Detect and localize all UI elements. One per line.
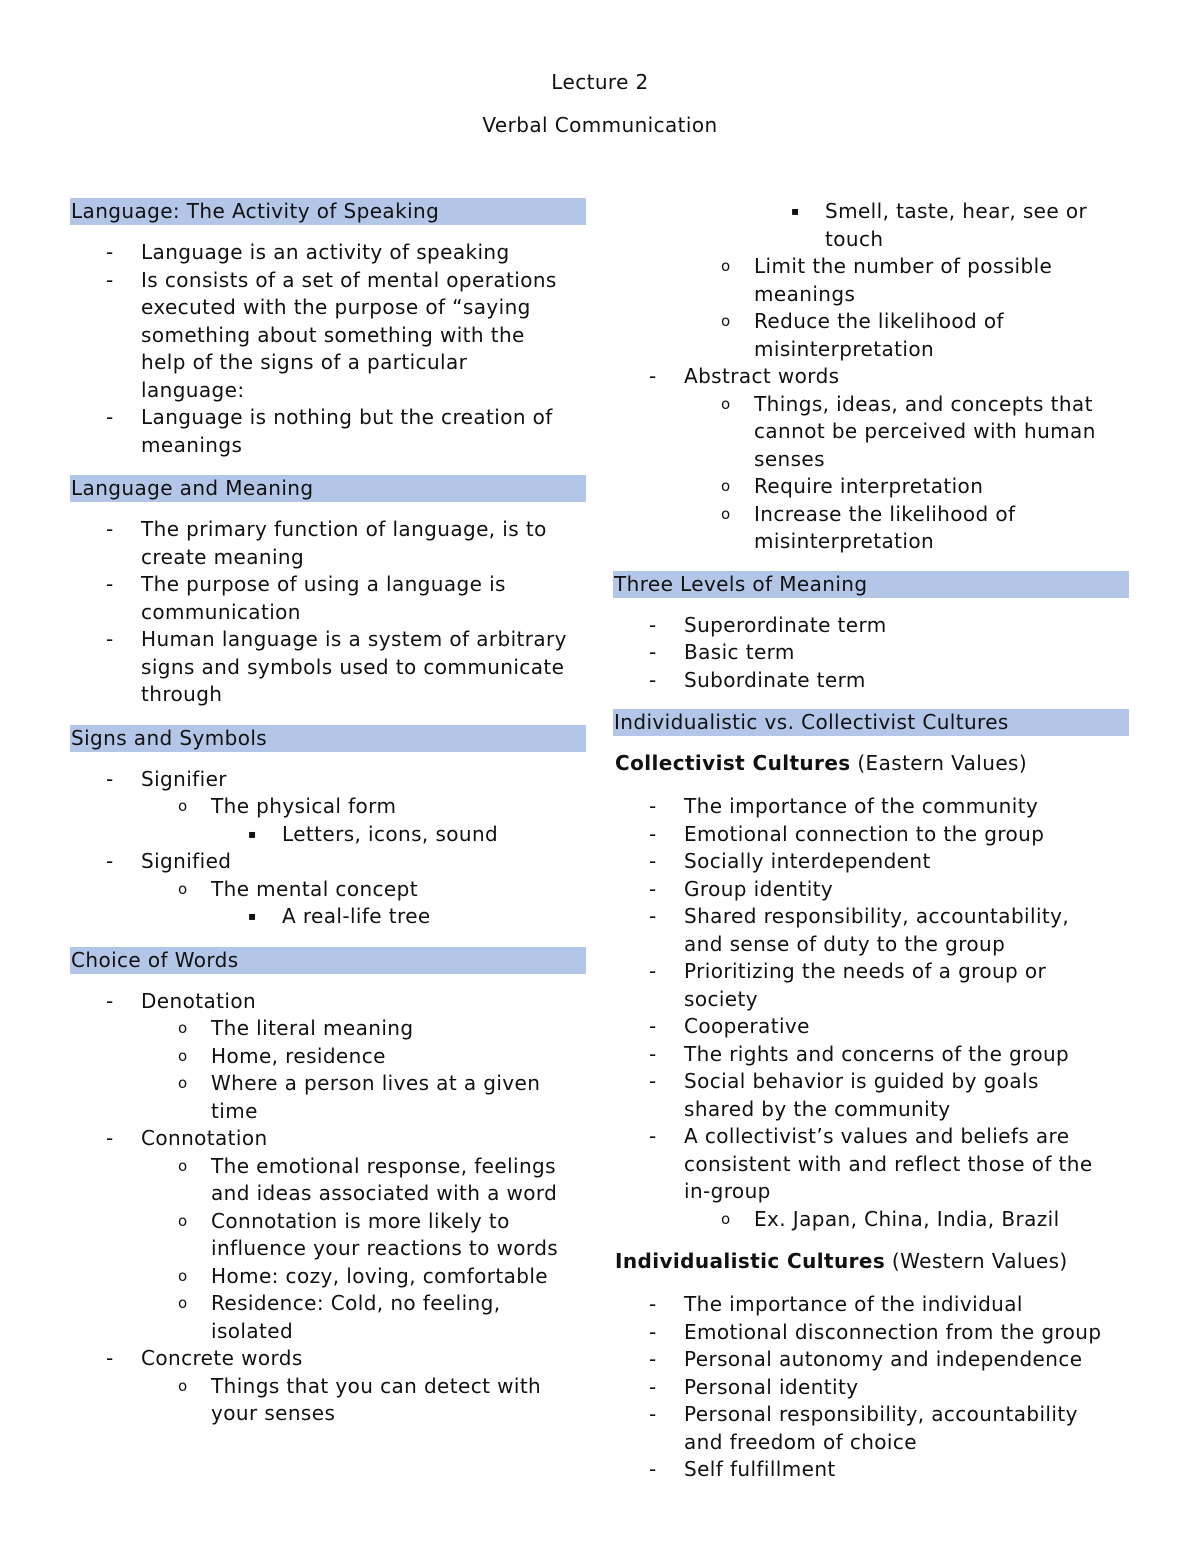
list-item bbox=[70, 1015, 586, 1043]
list-item bbox=[613, 612, 1129, 640]
item-text: The physical form bbox=[211, 794, 397, 818]
dash-marker: - bbox=[649, 876, 657, 901]
list-item bbox=[613, 253, 1129, 308]
item-text: Signifier bbox=[141, 766, 227, 791]
item-text: Subordinate term bbox=[684, 667, 866, 692]
dash-marker: - bbox=[106, 517, 114, 541]
list-item bbox=[70, 239, 586, 267]
list-item bbox=[613, 1401, 1129, 1456]
list-item bbox=[70, 1208, 586, 1263]
list-item bbox=[613, 958, 1129, 1013]
item-text-line: Prioritizing the needs of a group or bbox=[684, 959, 1047, 983]
item-text-line: cannot be perceived with human bbox=[754, 419, 1096, 443]
item-text-line: Require interpretation bbox=[754, 474, 984, 498]
levels-list bbox=[613, 612, 1129, 695]
circle-bullet-icon: o bbox=[178, 1156, 188, 1175]
subheading-rest: (Western Values) bbox=[885, 1249, 1068, 1273]
list-item bbox=[613, 848, 1129, 876]
item-text-line: meanings bbox=[754, 281, 856, 306]
item-text-line: Shared responsibility, accountability, bbox=[684, 904, 1070, 928]
list-item bbox=[613, 639, 1129, 667]
dash-marker: - bbox=[106, 405, 114, 429]
individualistic-list bbox=[613, 1291, 1129, 1484]
item-text-line: A collectivist’s values and beliefs are bbox=[684, 1124, 1070, 1148]
dash-marker: - bbox=[649, 364, 657, 388]
list-item bbox=[613, 667, 1129, 695]
list-item bbox=[613, 198, 1129, 253]
item-text-line: Language is an activity of speaking bbox=[141, 240, 510, 264]
item-text-line: Residence: Cold, no feeling, bbox=[211, 1291, 501, 1315]
item-text-line: Socially interdependent bbox=[684, 849, 931, 873]
section-heading-cultures: Individualistic vs. Collectivist Cultures bbox=[613, 709, 1129, 736]
dash-marker: - bbox=[649, 1319, 657, 1344]
circle-bullet-icon: o bbox=[178, 797, 188, 815]
circle-bullet-icon: o bbox=[721, 394, 731, 413]
collectivist-subheading bbox=[615, 750, 1129, 777]
circle-bullet-icon: o bbox=[721, 1209, 731, 1228]
item-text-line: The literal meaning bbox=[211, 1016, 414, 1040]
meaning-bullet-list bbox=[70, 516, 586, 709]
list-item bbox=[613, 1374, 1129, 1402]
dash-marker: - bbox=[106, 627, 114, 651]
square-bullet-icon: ▪ bbox=[248, 826, 257, 841]
dash-marker: - bbox=[649, 794, 657, 818]
item-text-line: The emotional response, feelings bbox=[211, 1153, 556, 1178]
item-text-line: in-group bbox=[684, 1179, 771, 1203]
list-item bbox=[613, 876, 1129, 904]
item-text-line: create meaning bbox=[141, 544, 305, 569]
list-item bbox=[613, 308, 1129, 363]
circle-bullet-icon: o bbox=[178, 1266, 188, 1285]
item-text-line: Connotation is more likely to bbox=[211, 1208, 510, 1233]
list-item bbox=[613, 903, 1129, 958]
list-item bbox=[70, 267, 586, 405]
dash-marker: - bbox=[106, 1126, 114, 1150]
dash-marker: - bbox=[649, 849, 657, 873]
list-item bbox=[613, 1319, 1129, 1347]
item-text-line: Is consists of a set of mental operations bbox=[141, 267, 557, 292]
dash-marker: - bbox=[106, 766, 114, 791]
item-text: Abstract words bbox=[684, 364, 840, 388]
dash-marker: - bbox=[649, 1347, 657, 1371]
item-text-line: The purpose of using a language is bbox=[141, 572, 506, 596]
dash-marker: - bbox=[649, 1014, 657, 1038]
subheading-bold: Collectivist Cultures bbox=[615, 751, 851, 775]
list-item bbox=[70, 1345, 586, 1373]
item-text-line: through bbox=[141, 682, 223, 706]
dash-marker: - bbox=[649, 1041, 657, 1066]
item-text-line: Smell, taste, hear, see or bbox=[825, 199, 1088, 223]
list-item bbox=[70, 1263, 586, 1291]
item-text: Letters, icons, sound bbox=[282, 821, 499, 846]
list-item bbox=[613, 473, 1129, 501]
circle-bullet-icon: o bbox=[721, 504, 731, 523]
list-item bbox=[70, 1290, 586, 1345]
list-item bbox=[70, 766, 586, 794]
item-text: Superordinate term bbox=[684, 612, 887, 637]
item-text-line: Personal responsibility, accountability bbox=[684, 1402, 1078, 1426]
list-item bbox=[613, 1291, 1129, 1319]
list-item bbox=[613, 821, 1129, 849]
list-item bbox=[70, 1070, 586, 1125]
item-text-line: Group identity bbox=[684, 876, 834, 901]
circle-bullet-icon: o bbox=[178, 1074, 188, 1092]
item-text-line: and freedom of choice bbox=[684, 1429, 917, 1454]
item-text-line: shared by the community bbox=[684, 1096, 951, 1121]
circle-bullet-icon: o bbox=[721, 312, 731, 330]
dash-marker: - bbox=[106, 240, 114, 264]
item-text: Concrete words bbox=[141, 1346, 303, 1370]
list-item bbox=[613, 391, 1129, 474]
dash-marker: - bbox=[649, 640, 657, 664]
dash-marker: - bbox=[649, 1374, 657, 1399]
item-text-line: Things, ideas, and concepts that bbox=[754, 391, 1093, 416]
item-text-line: The importance of the community bbox=[684, 794, 1039, 818]
lecture-title: Lecture 2 bbox=[551, 70, 649, 94]
right-column bbox=[613, 198, 1129, 1484]
list-item bbox=[70, 988, 586, 1016]
circle-bullet-icon: o bbox=[721, 477, 731, 495]
list-item bbox=[70, 1153, 586, 1208]
dash-marker: - bbox=[649, 1069, 657, 1093]
item-text-line: language: bbox=[141, 377, 245, 402]
list-item bbox=[613, 1068, 1129, 1123]
left-column bbox=[70, 198, 586, 1428]
list-item bbox=[613, 1206, 1129, 1234]
section-heading-levels: Three Levels of Meaning bbox=[613, 571, 1129, 598]
list-item bbox=[613, 1456, 1129, 1484]
item-text-line: isolated bbox=[211, 1318, 294, 1343]
item-text-line: consistent with and reflect those of the bbox=[684, 1151, 1093, 1176]
lecture-subtitle: Verbal Communication bbox=[482, 113, 718, 137]
item-text-line: Personal identity bbox=[684, 1374, 859, 1399]
item-text-line: Emotional disconnection from the group bbox=[684, 1319, 1102, 1344]
item-text-line: The primary function of language, is to bbox=[141, 517, 547, 541]
dash-marker: - bbox=[106, 988, 114, 1013]
item-text-line: Self fulfillment bbox=[684, 1457, 836, 1481]
item-text-line: communication bbox=[141, 599, 301, 624]
item-text-line: influence your reactions to words bbox=[211, 1236, 559, 1260]
list-item bbox=[613, 363, 1129, 391]
item-text: Denotation bbox=[141, 988, 257, 1013]
section-heading-language: Language: The Activity of Speaking bbox=[70, 198, 586, 225]
list-item bbox=[613, 1346, 1129, 1374]
dash-marker: - bbox=[649, 612, 657, 637]
denotation-list bbox=[70, 1015, 586, 1125]
circle-bullet-icon: o bbox=[178, 1211, 188, 1230]
list-item bbox=[70, 1043, 586, 1071]
list-item bbox=[70, 821, 586, 849]
abstract-items-list bbox=[613, 391, 1129, 556]
list-item bbox=[70, 876, 586, 904]
item-text-line: time bbox=[211, 1098, 258, 1123]
section-heading-words: Choice of Words bbox=[70, 947, 586, 974]
list-item bbox=[613, 1041, 1129, 1069]
concrete-items-list bbox=[613, 253, 1129, 363]
item-text-line: Where a person lives at a given bbox=[211, 1071, 541, 1095]
item-text-line: and ideas associated with a word bbox=[211, 1181, 558, 1205]
item-text-line: senses bbox=[754, 446, 825, 471]
item-text-line: society bbox=[684, 986, 758, 1011]
item-text-line: help of the signs of a particular bbox=[141, 350, 468, 374]
item-text-line: Home: cozy, loving, comfortable bbox=[211, 1263, 548, 1288]
item-text: Connotation bbox=[141, 1126, 268, 1150]
dash-marker: - bbox=[649, 667, 657, 692]
concrete-item bbox=[70, 1373, 586, 1428]
subheading-bold: Individualistic Cultures bbox=[615, 1249, 886, 1273]
item-text-line: Home, residence bbox=[211, 1043, 386, 1068]
dash-marker: - bbox=[649, 1292, 657, 1316]
senses-item bbox=[613, 198, 1129, 253]
list-item bbox=[613, 501, 1129, 556]
item-text: Basic term bbox=[684, 640, 795, 664]
item-text-line: Social behavior is guided by goals bbox=[684, 1069, 1039, 1093]
item-text: Signified bbox=[141, 849, 232, 873]
list-item bbox=[70, 404, 586, 459]
list-item bbox=[70, 571, 586, 626]
item-text-line: touch bbox=[825, 226, 884, 251]
dash-marker: - bbox=[649, 1402, 657, 1426]
square-bullet-icon: ▪ bbox=[248, 909, 257, 923]
language-bullet-list bbox=[70, 239, 586, 459]
item-text-line: your senses bbox=[211, 1401, 336, 1425]
list-item bbox=[70, 793, 586, 821]
item-text-line: Cooperative bbox=[684, 1014, 810, 1038]
list-item bbox=[613, 793, 1129, 821]
item-text: Ex. Japan, China, India, Brazil bbox=[754, 1206, 1060, 1231]
circle-bullet-icon: o bbox=[178, 879, 188, 898]
dash-marker: - bbox=[649, 1124, 657, 1148]
item-text-line: misinterpretation bbox=[754, 529, 935, 553]
dash-marker: - bbox=[106, 572, 114, 596]
item-text-line: Emotional connection to the group bbox=[684, 821, 1045, 846]
item-text: The mental concept bbox=[211, 876, 418, 901]
item-text-line: and sense of duty to the group bbox=[684, 931, 1006, 956]
item-text: A real-life tree bbox=[282, 904, 431, 928]
circle-bullet-icon: o bbox=[178, 1294, 188, 1312]
item-text-line: meanings bbox=[141, 432, 243, 457]
item-text-line: misinterpretation bbox=[754, 336, 935, 361]
dash-marker: - bbox=[106, 1346, 114, 1370]
circle-bullet-icon: o bbox=[178, 1019, 188, 1037]
section-heading-signs: Signs and Symbols bbox=[70, 725, 586, 752]
circle-bullet-icon: o bbox=[178, 1376, 188, 1395]
item-text-line: The importance of the individual bbox=[684, 1292, 1023, 1316]
list-item bbox=[613, 1123, 1129, 1206]
list-item bbox=[70, 1373, 586, 1428]
item-text-line: The rights and concerns of the group bbox=[684, 1041, 1070, 1066]
item-text-line: Reduce the likelihood of bbox=[754, 309, 1004, 333]
item-text-line: something about something with the bbox=[141, 322, 525, 347]
dash-marker: - bbox=[106, 849, 114, 873]
list-item bbox=[70, 1125, 586, 1153]
collectivist-list bbox=[613, 793, 1129, 1206]
list-item bbox=[70, 848, 586, 876]
dash-marker: - bbox=[106, 267, 114, 292]
circle-bullet-icon: o bbox=[721, 257, 731, 275]
individualistic-subheading bbox=[615, 1248, 1129, 1275]
item-text-line: executed with the purpose of “saying bbox=[141, 295, 531, 319]
dash-marker: - bbox=[649, 821, 657, 846]
item-text-line: Increase the likelihood of bbox=[754, 501, 1016, 526]
dash-marker: - bbox=[649, 959, 657, 983]
list-item bbox=[70, 903, 586, 931]
connotation-list bbox=[70, 1153, 586, 1346]
item-text-line: signs and symbols used to communicate bbox=[141, 654, 565, 679]
item-text-line: Things that you can detect with bbox=[211, 1373, 542, 1398]
square-bullet-icon: ▪ bbox=[791, 204, 800, 218]
section-heading-meaning: Language and Meaning bbox=[70, 475, 586, 502]
list-item bbox=[70, 516, 586, 571]
circle-bullet-icon: o bbox=[178, 1046, 188, 1065]
item-text-line: Human language is a system of arbitrary bbox=[141, 627, 567, 651]
dash-marker: - bbox=[649, 1457, 657, 1481]
list-item bbox=[70, 626, 586, 709]
item-text-line: Language is nothing but the creation of bbox=[141, 405, 553, 429]
subheading-rest: (Eastern Values) bbox=[850, 751, 1028, 775]
list-item bbox=[613, 1013, 1129, 1041]
item-text-line: Personal autonomy and independence bbox=[684, 1347, 1083, 1371]
item-text-line: Limit the number of possible bbox=[754, 254, 1053, 278]
dash-marker: - bbox=[649, 904, 657, 928]
